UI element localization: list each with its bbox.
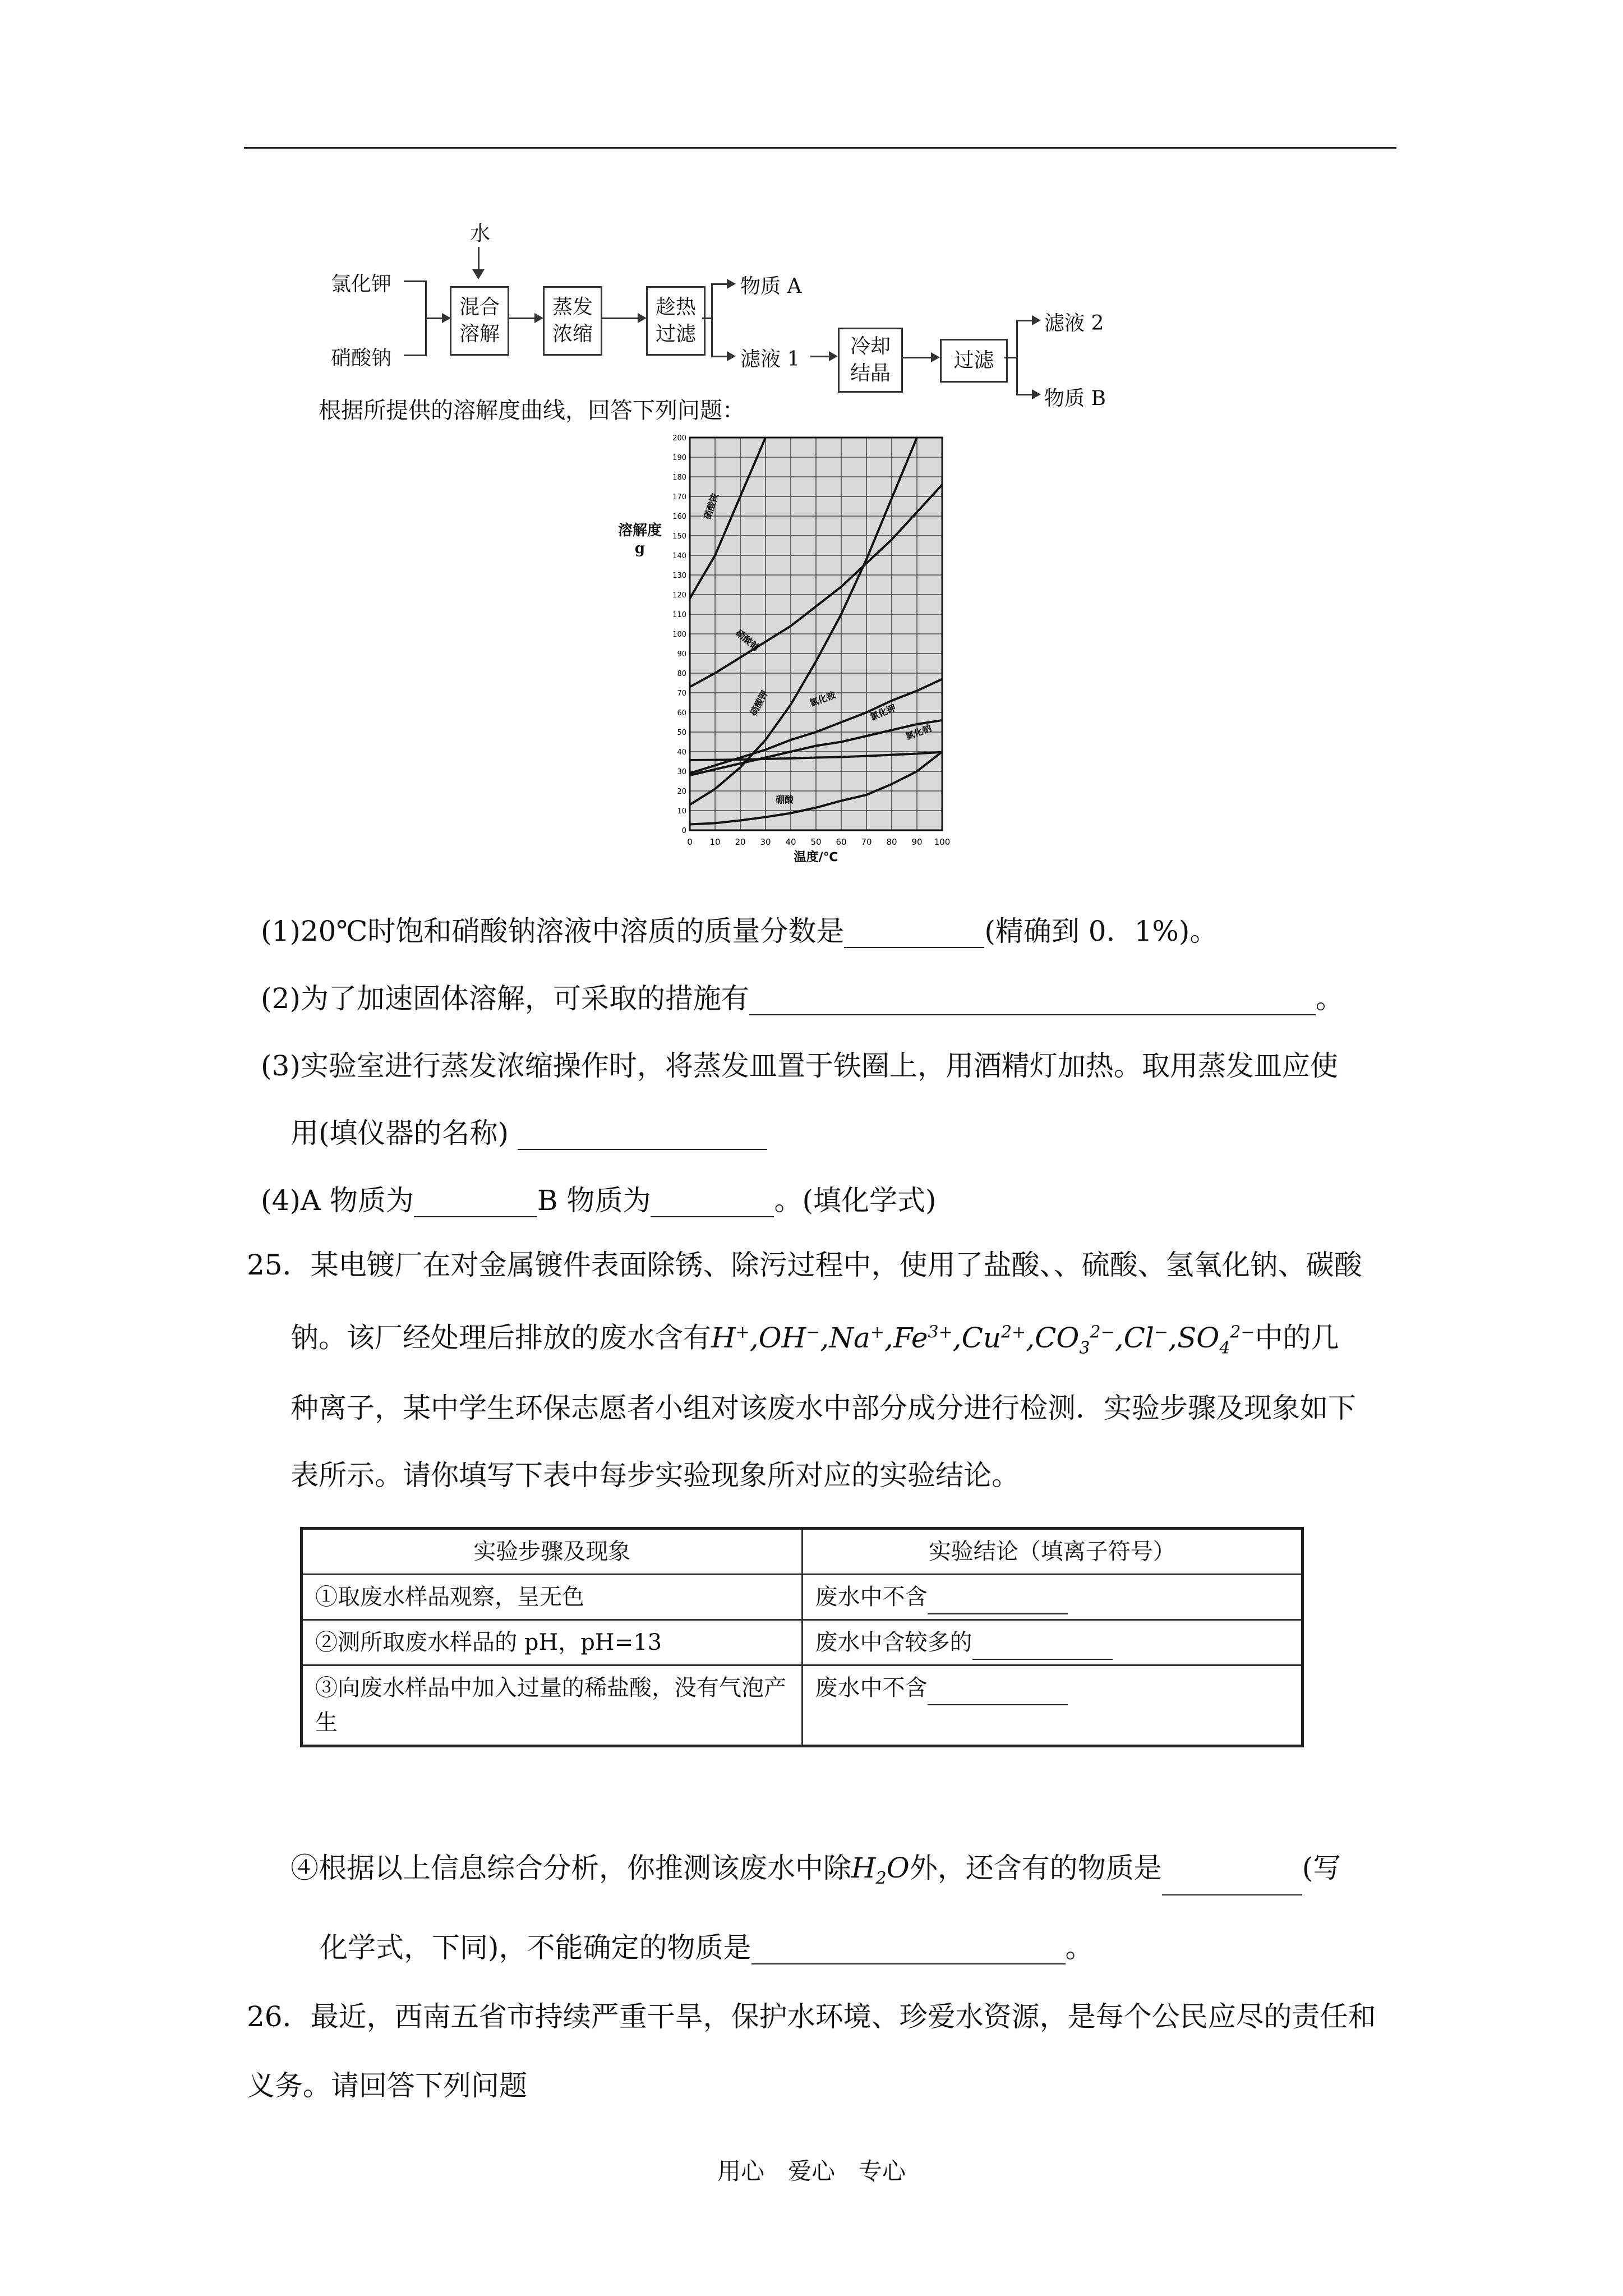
x-axis-label: 温度/℃: [794, 850, 838, 864]
y-tick-label: 90: [677, 650, 686, 659]
q25-part4-text: ④根据以上信息综合分析，你推测该废水中除: [291, 1852, 851, 1884]
output-filtrate-2: 滤液 2: [1044, 312, 1104, 335]
series-label: 硝酸铵: [702, 491, 721, 521]
x-tick-label: 10: [709, 837, 721, 847]
output-substance-a: 物质 A: [740, 275, 802, 298]
input-kcl: 氯化钾: [331, 273, 392, 296]
q24-part4-tail: 。(填化学式): [774, 1184, 937, 1217]
answer-blank[interactable]: [749, 1014, 1316, 1015]
step-mix-dissolve: [450, 286, 509, 356]
ion-list: $H^+,OH^-,Na^+,Fe^{3+},Cu^{2+},CO_3^{2-},Cl^-,SO_4^{2-}$: [711, 1321, 1255, 1358]
y-tick-label: 50: [677, 729, 686, 737]
q25-line4: 表所示。请你填写下表中每步实验现象所对应的实验结论。: [291, 1459, 1020, 1492]
table-cell-text: 废水中含较多的: [815, 1630, 972, 1655]
answer-blank[interactable]: [844, 947, 984, 948]
connector-arrow: [601, 318, 644, 319]
q24-part4-text-b: B 物质为: [537, 1184, 651, 1217]
q25-part4-line1: [291, 1851, 1341, 1895]
step-hot-filter: [646, 286, 706, 356]
water-arrowhead: [472, 269, 485, 279]
step-label: 蒸发 浓缩: [552, 296, 593, 346]
x-tick-label: 50: [810, 837, 822, 847]
table-row: [302, 1665, 1303, 1746]
y-tick-label: 30: [677, 768, 686, 776]
answer-blank[interactable]: [972, 1659, 1113, 1660]
x-tick-label: 70: [861, 837, 872, 847]
connector: [404, 280, 426, 282]
connector-arrow: [1016, 394, 1039, 395]
water-formula: $H_2O$: [851, 1852, 910, 1888]
step-label: 冷却 结晶: [850, 335, 891, 385]
q25-line2-text: 钠。该厂经处理后排放的废水含有: [291, 1321, 711, 1354]
q25-part4-text-b: 化学式，下同)，不能确定的物质是: [320, 1931, 751, 1964]
q25-line3: 种离子，某中学生环保志愿者小组对该废水中部分成分进行检测．实验步骤及现象如下: [291, 1392, 1356, 1424]
y-tick-label: 190: [672, 454, 686, 462]
q24-part4-text: (4)A 物质为: [261, 1184, 414, 1217]
connector-arrow: [1016, 320, 1039, 321]
q24-part2-text: (2)为了加速固体溶解，可采取的措施有: [261, 982, 749, 1015]
table-cell-text: 废水中不含: [815, 1584, 928, 1610]
header-rule: [244, 147, 1396, 149]
q24-part1-tail: (精确到 0．1%)。: [984, 915, 1218, 947]
y-tick-label: 160: [672, 513, 686, 521]
x-tick-label: 90: [911, 837, 923, 847]
table-cell: [802, 1620, 1303, 1665]
step-label: 趁热 过滤: [655, 296, 696, 346]
step-cool-crystallize: [838, 328, 903, 393]
table-header-row: [302, 1529, 1303, 1575]
connector: [711, 283, 713, 357]
x-tick-label: 100: [934, 837, 951, 847]
x-tick-label: 80: [886, 837, 897, 847]
input-nano3: 硝酸钠: [331, 347, 392, 370]
y-tick-label: 80: [677, 670, 686, 678]
q26-line1: 26．最近，西南五省市持续严重干旱，保护水环境、珍爱水资源，是每个公民应尽的责任和: [247, 2000, 1376, 2033]
x-tick-label: 60: [836, 837, 847, 847]
y-tick-label: 70: [677, 689, 686, 698]
y-tick-label: 170: [672, 493, 686, 501]
y-tick-label: 140: [672, 552, 686, 560]
connector-arrow: [711, 356, 734, 357]
y-tick-label: 60: [677, 709, 686, 717]
answer-blank[interactable]: [751, 1963, 1066, 1964]
step-label: 混合 溶解: [459, 296, 500, 346]
connector-arrow: [425, 318, 449, 319]
chart-grid: [690, 438, 942, 830]
series-label: 硝酸钠: [734, 627, 762, 653]
chart-caption: 根据所提供的溶解度曲线，回答下列问题：: [319, 398, 745, 424]
q25-part4-mid: 外，还含有的物质是: [909, 1852, 1162, 1884]
q24-part1-text: (1)20℃时饱和硝酸钠溶液中溶质的质量分数是: [261, 915, 845, 947]
q24-part3-line1: (3)实验室进行蒸发浓缩操作时，将蒸发皿置于铁圈上，用酒精灯加热。取用蒸发皿应使: [261, 1050, 1338, 1082]
answer-blank[interactable]: [1162, 1894, 1302, 1895]
solubility-chart: [645, 426, 965, 875]
q25-line2: [291, 1315, 1339, 1365]
y-tick-label: 200: [672, 434, 686, 443]
step-filter: [940, 339, 1008, 383]
series-label: 硝酸钾: [748, 688, 771, 717]
connector-arrow: [810, 356, 836, 357]
y-tick-label: 0: [681, 827, 686, 835]
answer-blank[interactable]: [518, 1149, 767, 1150]
series-label: 氯化铵: [808, 689, 837, 709]
answer-blank-b[interactable]: [651, 1216, 774, 1217]
table-cell: ③向废水样品中加入过量的稀盐酸，没有气泡产生: [302, 1665, 803, 1746]
q25-line1: 25．某电镀厂在对金属镀件表面除锈、除污过程中，使用了盐酸、、硫酸、氢氧化钠、碳酸: [247, 1249, 1362, 1281]
x-tick-label: 20: [735, 837, 746, 847]
table-cell-text: 废水中不含: [815, 1675, 928, 1701]
y-tick-label: 120: [672, 591, 686, 600]
page-footer: 用心 爱心 专心: [717, 2157, 906, 2185]
series-label: 硼酸: [776, 794, 794, 805]
answer-blank[interactable]: [928, 1704, 1068, 1705]
table-header: 实验结论（填离子符号）: [802, 1529, 1303, 1575]
connector: [702, 318, 712, 319]
connector-arrow: [711, 283, 734, 285]
y-tick-label: 20: [677, 788, 686, 796]
experiment-table: [300, 1527, 1304, 1747]
q25-part4-tail-b: 。: [1065, 1931, 1094, 1964]
q24-part3-text: 用(填仪器的名称): [291, 1117, 509, 1149]
series-label: 氯化钠: [903, 723, 933, 742]
q24-part1: [261, 914, 1218, 948]
x-tick-label: 0: [687, 837, 693, 847]
y-tick-label: 150: [672, 532, 686, 541]
q26-line2: 义务。请回答下列问题: [247, 2069, 527, 2102]
output-substance-b: 物质 B: [1044, 387, 1106, 410]
connector: [1016, 320, 1018, 395]
q25-part4-line2: [320, 1931, 1094, 1964]
x-tick-label: 40: [785, 837, 796, 847]
table-cell: ①取废水样品观察，呈无色: [302, 1575, 803, 1620]
table-cell: [802, 1575, 1303, 1620]
q24-part3-line2: [291, 1116, 767, 1150]
table-row: [302, 1575, 1303, 1620]
step-evaporate: [543, 286, 602, 356]
output-filtrate-1: 滤液 1: [740, 348, 800, 371]
connector-arrow: [901, 357, 938, 358]
step-label: 过滤: [953, 349, 994, 372]
y-tick-label: 130: [672, 572, 686, 580]
q25-line2-tail: 中的几: [1255, 1321, 1339, 1354]
series-label: 氯化钾: [868, 702, 898, 723]
y-axis-label: 溶解度 g: [618, 522, 662, 557]
q24-part2-tail: 。: [1315, 982, 1344, 1015]
water-label: 水: [470, 222, 491, 245]
connector-arrow: [508, 318, 541, 319]
x-tick-label: 30: [760, 837, 771, 847]
q24-part4: [261, 1184, 936, 1217]
y-tick-label: 40: [677, 748, 686, 757]
table-cell: [802, 1665, 1303, 1746]
q25-part4-tail: (写: [1302, 1852, 1341, 1884]
q24-part2: [261, 982, 1344, 1015]
y-tick-label: 100: [672, 631, 686, 639]
table-header: 实验步骤及现象: [302, 1529, 803, 1575]
table-cell: ②测所取废水样品的 pH，pH=13: [302, 1620, 803, 1665]
connector: [404, 355, 426, 356]
answer-blank-a[interactable]: [414, 1216, 537, 1217]
table-row: [302, 1620, 1303, 1665]
y-tick-label: 110: [672, 611, 686, 619]
y-tick-label: 10: [677, 807, 686, 816]
answer-blank[interactable]: [928, 1613, 1068, 1614]
y-tick-label: 180: [672, 473, 686, 482]
